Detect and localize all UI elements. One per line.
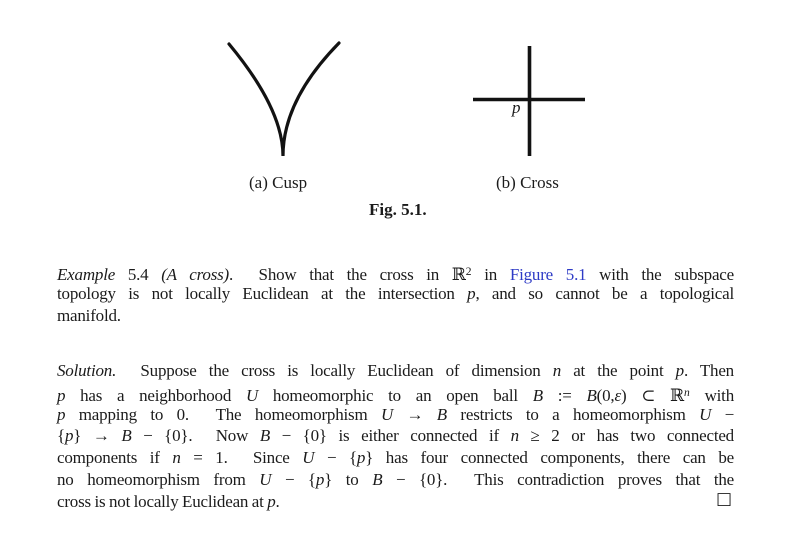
solution-paragraph	[57, 360, 734, 513]
cusp-curve	[229, 43, 339, 156]
text-line: topology is not locally Euclidean at the intersection p, and so cannot be a topological	[57, 283, 734, 303]
text-line: {p} → B − {0}. Now B − {0} is either connected if n ≥ 2 or has two connected	[57, 426, 734, 446]
figure-label: Fig. 5.1.	[369, 200, 427, 219]
figure-5-1-link[interactable]: Figure 5.1	[509, 264, 587, 284]
text-line: p has a neighborhood U homeomorphic to an open ball B := B(0,ε) ⊂ ℝ$^n$ with	[57, 385, 735, 405]
text-line: Solution. Suppose the cross is locally Euclidean of dimension n at the point p. Then	[57, 361, 734, 380]
text-line: manifold.	[57, 305, 121, 325]
text-line: Example 5.4 (A cross). Show that the cross in ℝ$^2$ in Figure 5.1 with the subspace	[57, 264, 734, 284]
cross-shape	[473, 46, 585, 156]
text-line: components if n = 1. Since U − {p} has four connected components, there can be	[57, 448, 734, 468]
text-line: p mapping to 0. The homeomorphism U → B restricts to a homeomorphism U −	[57, 404, 734, 424]
qed-symbol: □	[716, 489, 733, 509]
text-line: no homeomorphism from U − {p} to B − {0}. This contradiction proves that the	[57, 469, 734, 489]
caption-cross: (b) Cross	[496, 173, 559, 192]
text-line: cross is not locally Euclidean at p.	[57, 491, 280, 511]
caption-cusp: (a) Cusp	[249, 173, 308, 192]
example-paragraph	[57, 261, 734, 326]
point-label: p	[512, 98, 521, 117]
